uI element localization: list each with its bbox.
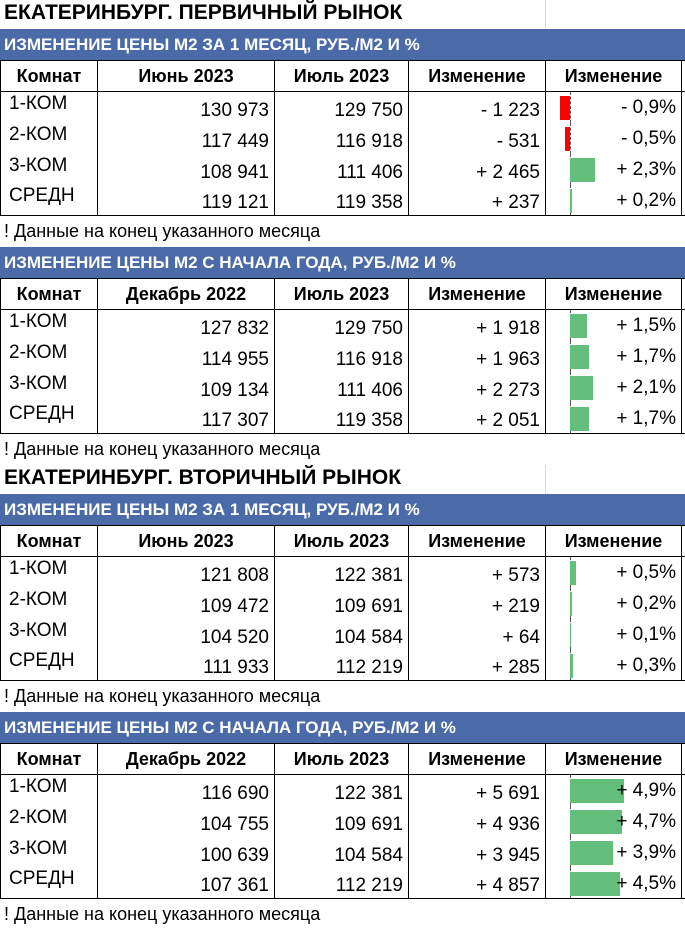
table-row	[0, 92, 685, 123]
databar	[570, 407, 589, 431]
footnote	[0, 216, 685, 247]
cell-diff[interactable]: + 5 691	[408, 775, 545, 806]
gridline	[545, 465, 546, 494]
cell-pct-databar[interactable]	[545, 806, 682, 837]
cell-diff[interactable]: - 531	[408, 123, 545, 154]
table-row	[0, 837, 685, 868]
cell-diff[interactable]: + 573	[408, 557, 545, 588]
cell-price-start[interactable]: 109 134	[97, 372, 274, 403]
pct-value: + 0,3%	[616, 655, 676, 676]
cell-diff[interactable]: + 2 273	[408, 372, 545, 403]
pct-value: + 3,9%	[616, 842, 676, 863]
databar	[570, 654, 573, 678]
section-title: ЕКАТЕРИНБУРГ. ПЕРВИЧНЫЙ РЫНОК	[4, 1, 403, 24]
header-cell[interactable]: Декабрь 2022	[97, 279, 274, 309]
pct-value: + 4,9%	[616, 780, 676, 801]
header-cell[interactable]: Июнь 2023	[97, 526, 274, 556]
cell-pct-databar[interactable]	[545, 650, 682, 680]
cell-price-start[interactable]: 104 755	[97, 806, 274, 837]
header-cell[interactable]: Изменение	[408, 744, 545, 774]
header-cell[interactable]: Июль 2023	[274, 279, 408, 309]
header-cell[interactable]: Изменение	[408, 526, 545, 556]
section-title-row	[0, 465, 685, 494]
header-cell[interactable]: Изменение	[408, 61, 545, 91]
databar	[570, 872, 620, 896]
table-row	[0, 154, 685, 185]
header-cell[interactable]: Изменение	[408, 279, 545, 309]
table-row	[0, 185, 685, 216]
cell-rooms[interactable]: 1-КОМ	[0, 557, 97, 588]
cell-price-end[interactable]: 109 691	[274, 806, 408, 837]
table-row	[0, 310, 685, 341]
pct-value: + 1,7%	[616, 346, 676, 367]
cell-diff[interactable]: + 64	[408, 619, 545, 650]
cell-price-end[interactable]: 116 918	[274, 123, 408, 154]
footnote	[0, 899, 685, 930]
table-row	[0, 868, 685, 899]
cell-pct-databar[interactable]	[545, 868, 682, 898]
cell-pct-databar[interactable]	[545, 619, 682, 650]
databar	[570, 314, 587, 338]
cell-rooms[interactable]: 1-КОМ	[0, 775, 97, 806]
cell-diff[interactable]: + 1 918	[408, 310, 545, 341]
cell-rooms[interactable]: 2-КОМ	[0, 123, 97, 154]
table-header	[0, 525, 685, 557]
cell-diff[interactable]: + 2 465	[408, 154, 545, 185]
cell-price-start[interactable]: 108 941	[97, 154, 274, 185]
databar-axis	[570, 123, 571, 154]
pct-value: + 0,2%	[616, 190, 676, 211]
banner-title: ИЗМЕНЕНИЕ ЦЕНЫ М2 ЗА 1 МЕСЯЦ, РУБ./М2 И %	[4, 35, 420, 54]
cell-rooms[interactable]: 3-КОМ	[0, 154, 97, 185]
cell-price-start[interactable]: 127 832	[97, 310, 274, 341]
cell-pct-databar[interactable]	[545, 310, 682, 341]
cell-diff[interactable]: + 237	[408, 185, 545, 215]
cell-rooms[interactable]: 3-КОМ	[0, 372, 97, 403]
footnote-text: ! Данные на конец указанного месяца	[4, 904, 321, 924]
databar	[570, 376, 593, 400]
cell-pct-databar[interactable]	[545, 341, 682, 372]
section-title: ЕКАТЕРИНБУРГ. ВТОРИЧНЫЙ РЫНОК	[4, 466, 402, 489]
cell-pct-databar[interactable]	[545, 588, 682, 619]
pct-value: + 2,3%	[616, 159, 676, 180]
header-cell[interactable]: Комнат	[0, 526, 97, 556]
cell-price-end[interactable]: 112 219	[274, 868, 408, 898]
header-cell[interactable]: Изменение	[545, 61, 682, 91]
pct-value: + 1,5%	[616, 315, 676, 336]
cell-price-start[interactable]: 116 690	[97, 775, 274, 806]
cell-price-end[interactable]: 109 691	[274, 588, 408, 619]
cell-price-start[interactable]: 119 121	[97, 185, 274, 215]
databar	[570, 841, 613, 865]
cell-price-end[interactable]: 104 584	[274, 837, 408, 868]
table-header	[0, 60, 685, 92]
table-row	[0, 372, 685, 403]
banner-title: ИЗМЕНЕНИЕ ЦЕНЫ М2 ЗА 1 МЕСЯЦ, РУБ./М2 И %	[4, 500, 420, 519]
cell-price-start[interactable]: 111 933	[97, 650, 274, 680]
footnote-text: ! Данные на конец указанного месяца	[4, 221, 321, 241]
table-banner	[0, 247, 685, 278]
table-row	[0, 557, 685, 588]
cell-price-end[interactable]: 122 381	[274, 557, 408, 588]
table-banner	[0, 494, 685, 525]
cell-price-end[interactable]: 104 584	[274, 619, 408, 650]
header-cell[interactable]: Изменение	[545, 526, 682, 556]
gridline	[545, 0, 546, 29]
table-row	[0, 123, 685, 154]
cell-pct-databar[interactable]	[545, 185, 682, 215]
footnote	[0, 681, 685, 712]
footnote-text: ! Данные на конец указанного месяца	[4, 686, 321, 706]
header-cell[interactable]: Комнат	[0, 279, 97, 309]
pct-value: - 0,5%	[621, 128, 676, 149]
cell-diff[interactable]: + 219	[408, 588, 545, 619]
cell-pct-databar[interactable]	[545, 775, 682, 806]
header-cell[interactable]: Июль 2023	[274, 61, 408, 91]
databar	[570, 189, 572, 213]
cell-price-start[interactable]: 100 639	[97, 837, 274, 868]
cell-rooms[interactable]: СРЕДН	[0, 868, 97, 898]
footnote-text: ! Данные на конец указанного месяца	[4, 439, 321, 459]
cell-diff[interactable]: - 1 223	[408, 92, 545, 123]
databar	[570, 561, 576, 585]
cell-rooms[interactable]: 1-КОМ	[0, 92, 97, 123]
databar	[570, 592, 572, 616]
cell-pct-databar[interactable]	[545, 837, 682, 868]
cell-pct-databar[interactable]	[545, 92, 682, 123]
cell-diff[interactable]: + 3 945	[408, 837, 545, 868]
cell-rooms[interactable]: СРЕДН	[0, 185, 97, 215]
table-header	[0, 743, 685, 775]
cell-price-start[interactable]: 114 955	[97, 341, 274, 372]
table-row	[0, 806, 685, 837]
header-cell[interactable]: Июль 2023	[274, 526, 408, 556]
pct-value: + 0,5%	[616, 562, 676, 583]
table-banner	[0, 712, 685, 743]
cell-diff[interactable]: + 2 051	[408, 403, 545, 433]
pct-value: + 1,7%	[616, 408, 676, 429]
footnote	[0, 434, 685, 465]
pct-value: + 4,5%	[616, 873, 676, 894]
cell-price-end[interactable]: 112 219	[274, 650, 408, 680]
cell-price-start[interactable]: 121 808	[97, 557, 274, 588]
cell-price-start[interactable]: 117 449	[97, 123, 274, 154]
table-row	[0, 650, 685, 681]
cell-price-end[interactable]: 119 358	[274, 185, 408, 215]
cell-rooms[interactable]: 3-КОМ	[0, 837, 97, 868]
pct-value: + 0,2%	[616, 593, 676, 614]
cell-pct-databar[interactable]	[545, 372, 682, 403]
cell-price-start[interactable]: 109 472	[97, 588, 274, 619]
cell-price-start[interactable]: 130 973	[97, 92, 274, 123]
table-row	[0, 588, 685, 619]
cell-price-start[interactable]: 107 361	[97, 868, 274, 898]
cell-rooms[interactable]: 2-КОМ	[0, 588, 97, 619]
pct-value: + 0,1%	[616, 624, 676, 645]
header-cell[interactable]: Комнат	[0, 744, 97, 774]
cell-pct-databar[interactable]	[545, 557, 682, 588]
cell-rooms[interactable]: 2-КОМ	[0, 341, 97, 372]
table-row	[0, 403, 685, 434]
cell-price-start[interactable]: 104 520	[97, 619, 274, 650]
databar	[570, 623, 571, 647]
pct-value: + 4,7%	[616, 811, 676, 832]
header-cell[interactable]: Изменение	[545, 744, 682, 774]
databar	[565, 127, 571, 151]
cell-price-end[interactable]: 129 750	[274, 92, 408, 123]
cell-pct-databar[interactable]	[545, 154, 682, 185]
cell-pct-databar[interactable]	[545, 123, 682, 154]
cell-price-end[interactable]: 111 406	[274, 372, 408, 403]
header-cell[interactable]: Июль 2023	[274, 744, 408, 774]
databar	[570, 158, 595, 182]
cell-diff[interactable]: + 4 857	[408, 868, 545, 898]
section-title-row	[0, 0, 685, 29]
cell-price-end[interactable]: 119 358	[274, 403, 408, 433]
cell-rooms[interactable]: СРЕДН	[0, 403, 97, 433]
cell-rooms[interactable]: СРЕДН	[0, 650, 97, 680]
pct-value: + 2,1%	[616, 377, 676, 398]
cell-price-end[interactable]: 111 406	[274, 154, 408, 185]
cell-price-end[interactable]: 122 381	[274, 775, 408, 806]
header-cell[interactable]: Изменение	[545, 279, 682, 309]
cell-price-end[interactable]: 116 918	[274, 341, 408, 372]
header-cell[interactable]: Декабрь 2022	[97, 744, 274, 774]
databar	[570, 345, 589, 369]
cell-price-end[interactable]: 129 750	[274, 310, 408, 341]
cell-rooms[interactable]: 1-КОМ	[0, 310, 97, 341]
databar	[570, 810, 622, 834]
pct-value: - 0,9%	[621, 97, 676, 118]
cell-diff[interactable]: + 1 963	[408, 341, 545, 372]
cell-pct-databar[interactable]	[545, 403, 682, 433]
cell-diff[interactable]: + 285	[408, 650, 545, 680]
header-cell[interactable]: Комнат	[0, 61, 97, 91]
cell-price-start[interactable]: 117 307	[97, 403, 274, 433]
table-row	[0, 775, 685, 806]
banner-title: ИЗМЕНЕНИЕ ЦЕНЫ М2 С НАЧАЛА ГОДА, РУБ./М2 И %	[4, 718, 456, 737]
cell-rooms[interactable]: 3-КОМ	[0, 619, 97, 650]
banner-title: ИЗМЕНЕНИЕ ЦЕНЫ М2 С НАЧАЛА ГОДА, РУБ./М2 И %	[4, 253, 456, 272]
header-cell[interactable]: Июнь 2023	[97, 61, 274, 91]
table-row	[0, 619, 685, 650]
table-row	[0, 341, 685, 372]
table-header	[0, 278, 685, 310]
table-banner	[0, 29, 685, 60]
cell-rooms[interactable]: 2-КОМ	[0, 806, 97, 837]
databar	[560, 96, 570, 120]
cell-diff[interactable]: + 4 936	[408, 806, 545, 837]
databar-axis	[570, 92, 571, 123]
